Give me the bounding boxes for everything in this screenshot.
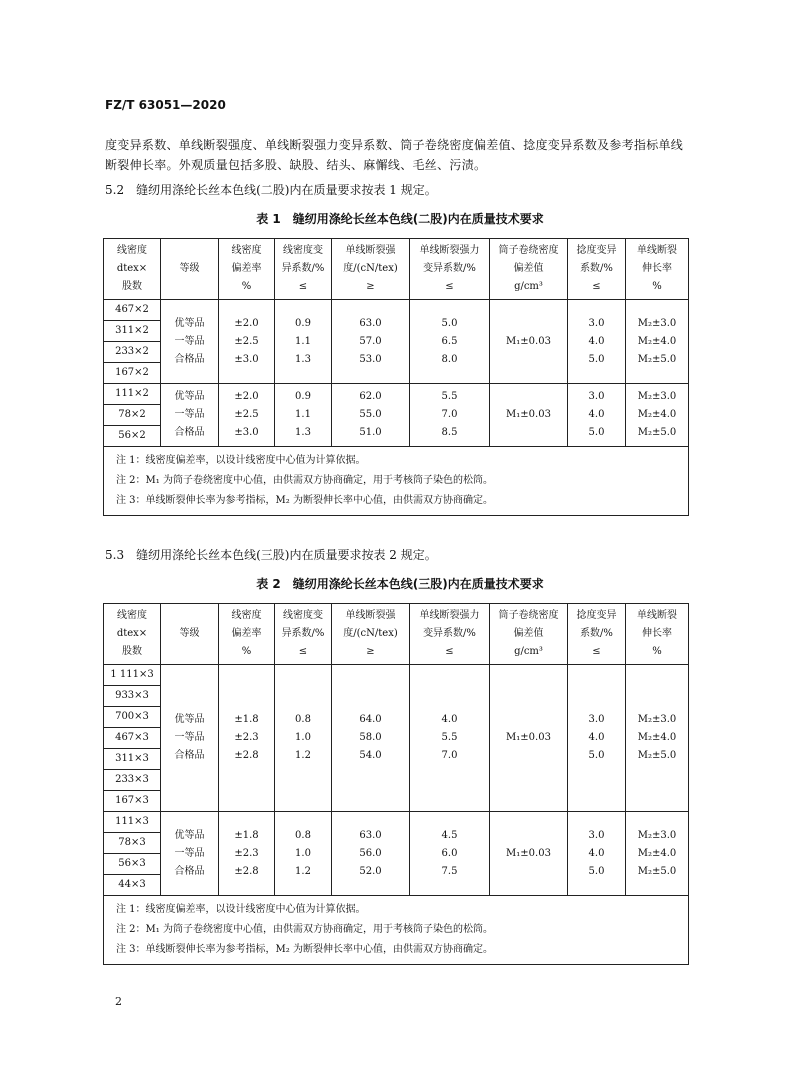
column-header: 线密度 偏差率 %: [219, 239, 275, 300]
linear-density-cell: 111×3: [104, 812, 161, 833]
column-header: 线密度变 异系数/% ≤: [275, 239, 332, 300]
linear-density-cell: 311×2: [104, 321, 161, 342]
table-row: [104, 300, 689, 321]
twist-cv-cell: 3.0 4.0 5.0: [568, 300, 626, 384]
elong-cell: M₂±3.0 M₂±4.0 M₂±5.0: [626, 812, 689, 896]
column-header: 线密度 偏差率 %: [219, 604, 275, 665]
strength-cell: 62.0 55.0 51.0: [332, 384, 410, 447]
strength-cv-cell: 5.0 6.5 8.0: [410, 300, 490, 384]
density-cell: M₁±0.03: [490, 665, 568, 812]
strength-cell: 64.0 58.0 54.0: [332, 665, 410, 812]
linear-density-cell: 78×2: [104, 405, 161, 426]
notes-row: [104, 896, 689, 965]
table-1-caption: 表 1 缝纫用涤纶长丝本色线(二股)内在质量技术要求: [256, 212, 544, 226]
dev-cell: ±2.0 ±2.5 ±3.0: [219, 300, 275, 384]
linear-density-cell: 56×2: [104, 426, 161, 447]
table-notes: [104, 447, 689, 516]
linear-density-cell: 167×3: [104, 791, 161, 812]
table-note: 注 3：单线断裂伸长率为参考指标，M₂ 为断裂伸长率中心值，由供需双方协商确定。: [116, 495, 493, 506]
table-row: [104, 665, 689, 686]
linear-density-cell: 56×3: [104, 854, 161, 875]
column-header: 等级: [161, 239, 219, 300]
column-header: 单线断裂强 度/(cN/tex) ≥: [332, 604, 410, 665]
elong-cell: M₂±3.0 M₂±4.0 M₂±5.0: [626, 300, 689, 384]
column-header: 筒子卷绕密度 偏差值 g/cm³: [490, 239, 568, 300]
strength-cell: 63.0 57.0 53.0: [332, 300, 410, 384]
strength-cell: 63.0 56.0 52.0: [332, 812, 410, 896]
standard-number: FZ/T 63051—2020: [105, 98, 226, 112]
dev-cell: ±2.0 ±2.5 ±3.0: [219, 384, 275, 447]
grades-cell: 优等品 一等品 合格品: [161, 300, 219, 384]
table-note: 注 2：M₁ 为筒子卷绕密度中心值，由供需双方协商确定，用于考核筒子染色的松筒。: [116, 475, 493, 486]
column-header: 筒子卷绕密度 偏差值 g/cm³: [490, 604, 568, 665]
column-header: 单线断裂强力 变异系数/% ≤: [410, 604, 490, 665]
cv-cell: 0.8 1.0 1.2: [275, 665, 332, 812]
column-header: 线密度变 异系数/% ≤: [275, 604, 332, 665]
linear-density-cell: 44×3: [104, 875, 161, 896]
table-header-row: [104, 239, 689, 300]
column-header: 线密度 dtex× 股数: [104, 604, 161, 665]
column-header: 单线断裂强 度/(cN/tex) ≥: [332, 239, 410, 300]
table-row: [104, 384, 689, 405]
column-header: 单线断裂 伸长率 %: [626, 604, 689, 665]
column-header: 单线断裂强力 变异系数/% ≤: [410, 239, 490, 300]
table-2-caption: 表 2 缝纫用涤纶长丝本色线(三股)内在质量技术要求: [256, 577, 544, 591]
strength-cv-cell: 5.5 7.0 8.5: [410, 384, 490, 447]
grades-cell: 优等品 一等品 合格品: [161, 665, 219, 812]
grades-cell: 优等品 一等品 合格品: [161, 384, 219, 447]
linear-density-cell: 78×3: [104, 833, 161, 854]
table-2: [103, 603, 689, 965]
column-header: 单线断裂 伸长率 %: [626, 239, 689, 300]
linear-density-cell: 700×3: [104, 707, 161, 728]
cv-cell: 0.9 1.1 1.3: [275, 384, 332, 447]
twist-cv-cell: 3.0 4.0 5.0: [568, 665, 626, 812]
density-cell: M₁±0.03: [490, 812, 568, 896]
table-row: [104, 812, 689, 833]
table-notes: [104, 896, 689, 965]
column-header: 捻度变异 系数/% ≤: [568, 604, 626, 665]
linear-density-cell: 167×2: [104, 363, 161, 384]
table-note: 注 3：单线断裂伸长率为参考指标，M₂ 为断裂伸长率中心值，由供需双方协商确定。: [116, 944, 493, 955]
intro-paragraph: 度变异系数、单线断裂强度、单线断裂强力变异系数、筒子卷绕密度偏差值、捻度变异系数及参考指标单线断裂伸长率。外观质量包括多股、缺股、结头、麻懈线、毛丝、污渍。: [105, 138, 684, 172]
column-header: 线密度 dtex× 股数: [104, 239, 161, 300]
dev-cell: ±1.8 ±2.3 ±2.8: [219, 812, 275, 896]
table-header-row: [104, 604, 689, 665]
linear-density-cell: 311×3: [104, 749, 161, 770]
table-1: [103, 238, 689, 516]
linear-density-cell: 233×2: [104, 342, 161, 363]
elong-cell: M₂±3.0 M₂±4.0 M₂±5.0: [626, 665, 689, 812]
linear-density-cell: 467×3: [104, 728, 161, 749]
twist-cv-cell: 3.0 4.0 5.0: [568, 384, 626, 447]
linear-density-cell: 1 111×3: [104, 665, 161, 686]
linear-density-cell: 467×2: [104, 300, 161, 321]
dev-cell: ±1.8 ±2.3 ±2.8: [219, 665, 275, 812]
table-note: 注 1：线密度偏差率，以设计线密度中心值为计算依据。: [116, 904, 366, 915]
cv-cell: 0.8 1.0 1.2: [275, 812, 332, 896]
elong-cell: M₂±3.0 M₂±4.0 M₂±5.0: [626, 384, 689, 447]
cv-cell: 0.9 1.1 1.3: [275, 300, 332, 384]
strength-cv-cell: 4.0 5.5 7.0: [410, 665, 490, 812]
page-number: 2: [115, 995, 122, 1008]
table-note: 注 2：M₁ 为筒子卷绕密度中心值，由供需双方协商确定，用于考核筒子染色的松筒。: [116, 924, 493, 935]
notes-row: [104, 447, 689, 516]
column-header: 捻度变异 系数/% ≤: [568, 239, 626, 300]
table-note: 注 1：线密度偏差率，以设计线密度中心值为计算依据。: [116, 455, 366, 466]
strength-cv-cell: 4.5 6.0 7.5: [410, 812, 490, 896]
section-5-2: 5.2 缝纫用涤纶长丝本色线(二股)内在质量要求按表 1 规定。: [105, 183, 437, 197]
grades-cell: 优等品 一等品 合格品: [161, 812, 219, 896]
linear-density-cell: 233×3: [104, 770, 161, 791]
column-header: 等级: [161, 604, 219, 665]
linear-density-cell: 111×2: [104, 384, 161, 405]
density-cell: M₁±0.03: [490, 384, 568, 447]
linear-density-cell: 933×3: [104, 686, 161, 707]
section-5-3: 5.3 缝纫用涤纶长丝本色线(三股)内在质量要求按表 2 规定。: [105, 548, 437, 562]
density-cell: M₁±0.03: [490, 300, 568, 384]
twist-cv-cell: 3.0 4.0 5.0: [568, 812, 626, 896]
